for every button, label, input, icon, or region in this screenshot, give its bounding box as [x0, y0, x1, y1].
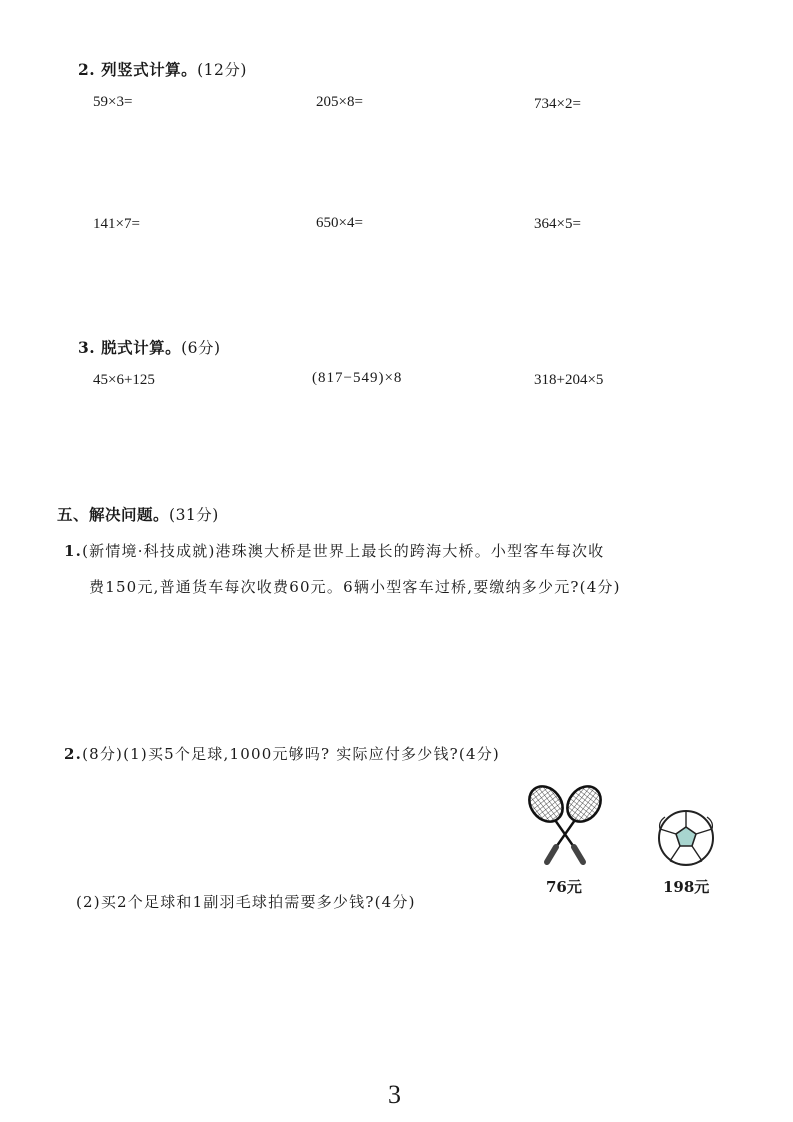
q3-title: 脱式计算。 [101, 338, 182, 357]
q2-expr-3: 734×2= [534, 96, 581, 112]
q2-points: (12分) [197, 61, 247, 79]
page-number: 3 [388, 1080, 401, 1109]
q3-expr-1: 45×6+125 [93, 372, 155, 388]
s5-q2-part2: (2)买2个足球和1副羽毛球拍需要多少钱?(4分) [76, 893, 416, 911]
q3-heading [78, 336, 221, 358]
section5-points: (31分) [169, 506, 219, 524]
q2-expr-5: 650×4= [316, 215, 363, 231]
q2-expr-4: 141×7= [93, 216, 140, 232]
s5-q2-part1: (8分)(1)买5个足球,1000元够吗? 实际应付多少钱?(4分) [82, 745, 500, 763]
q2-expr-2: 205×8= [316, 94, 363, 110]
racket-price: 76元 [546, 878, 582, 896]
q3-expr-2: (817−549)×8 [312, 370, 403, 386]
badminton-racket-icon [518, 780, 612, 870]
s5-q1-line1 [64, 540, 604, 561]
ball-price: 198元 [663, 878, 710, 896]
q3-expr-3: 318+204×5 [534, 372, 604, 388]
section5-title: 五、解决问题。 [57, 505, 170, 524]
s5-q1-text1: (新情境·科技成就)港珠澳大桥是世界上最长的跨海大桥。小型客车每次收 [82, 542, 605, 560]
q2-number: 2. [78, 60, 96, 79]
q2-expr-6: 364×5= [534, 216, 581, 232]
s5-q2-number: 2. [64, 745, 83, 763]
section5-heading [57, 503, 219, 525]
s5-q2-line1 [64, 743, 500, 764]
q2-expr-1: 59×3= [93, 94, 133, 110]
s5-q1-line2: 费150元,普通货车每次收费60元。6辆小型客车过桥,要缴纳多少元?(4分) [89, 578, 621, 596]
soccer-ball-icon [656, 808, 716, 868]
q3-points: (6分) [181, 339, 221, 357]
q2-heading [78, 58, 247, 80]
q2-title: 列竖式计算。 [101, 60, 198, 79]
s5-q1-number: 1. [64, 542, 83, 560]
q3-number: 3. [78, 338, 96, 357]
